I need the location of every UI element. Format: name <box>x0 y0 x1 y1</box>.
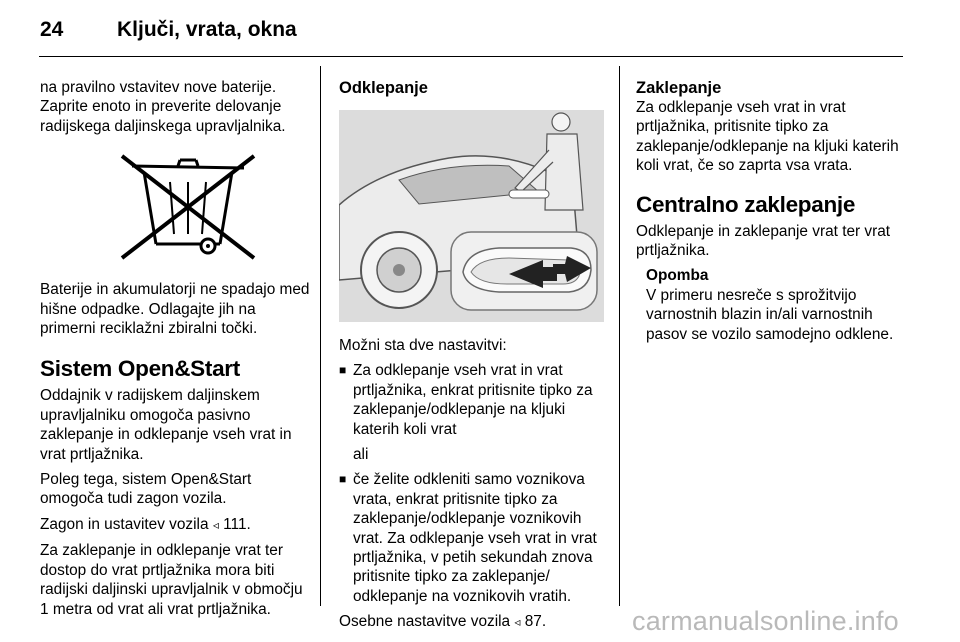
battery-disposal-text: Baterije in akumulatorji ne spadajo med hišne odpadke. Odlagajte jih na primerni reciklažni zbiralni točki. <box>40 281 310 338</box>
unlock-options-list <box>339 361 609 439</box>
vehicle-settings-ref <box>339 612 609 632</box>
central-locking-p: Odklepanje in zaklepanje vrat ter vrat prtljažnika. <box>636 222 891 260</box>
column-2 <box>339 78 609 639</box>
column-divider-2 <box>619 66 620 606</box>
lock-paragraph: Za odklepanje vseh vrat in vrat prtljažnika, pritisnite tipko za zaklepanje/odklepanje na kljuki katerih koli vrat, če so zaprta vsa vrata. <box>636 99 899 175</box>
open-start-p3 <box>40 515 310 535</box>
heading-zaklepanje: Zaklepanje <box>636 79 722 97</box>
column-3 <box>636 78 911 344</box>
bullet-icon: ■ <box>339 472 347 487</box>
start-stop-text: Zagon in ustavitev vozila <box>40 515 209 533</box>
unlock-intro: Možni sta dve nastavitvi: <box>339 337 507 354</box>
header-rule <box>39 56 903 57</box>
section-title-central-locking: Centralno zaklepanje <box>636 191 856 217</box>
chapter-title: Ključi, vrata, okna <box>117 18 297 41</box>
vehicle-settings-page[interactable]: 87. <box>524 613 547 631</box>
open-start-p4: Za zaklepanje in odklepanje vrat ter dostop do vrat prtljažnika mora biti radijski daljinski upravljalnik v območju 1 metra od vrat ali vrat prtljažnika. <box>40 542 303 618</box>
column-1 <box>40 78 310 625</box>
column-divider-1 <box>320 66 321 606</box>
car-door-handle-illustration <box>339 110 604 322</box>
or-text: ali <box>353 446 369 464</box>
list-item <box>339 361 609 439</box>
list-item-text: če želite odkleniti samo voznikova vrata, enkrat pritisnite tipko za zaklepanje/odklepanje voznikovih vrat. Za odklepanje vseh vrat in vrat prtljažnika, v petih sekundah znova pritisnite tipko za zaklepanje/ odklepanje na voznikovih vratih. <box>353 471 597 605</box>
intro-paragraph: na pravilno vstavitev nove baterije. Zaprite enoto in preverite delovanje radijskega daljinskega upravljalnika. <box>40 79 286 135</box>
vehicle-settings-text: Osebne nastavitve vozila <box>339 613 511 631</box>
page-ref-icon: ◃ <box>212 517 219 532</box>
heading-odklepanje: Odklepanje <box>339 79 428 97</box>
list-item <box>339 470 609 606</box>
note-title: Opomba <box>646 267 709 285</box>
list-item-text: Za odklepanje vseh vrat in vrat prtljažnika, enkrat pritisnite tipko za zaklepanje/odklepanje na kljuki katerih koli vrat <box>353 362 593 438</box>
bullet-icon: ■ <box>339 363 347 378</box>
open-start-p2: Poleg tega, sistem Open&Start omogoča tudi zagon vozila. <box>40 471 252 508</box>
note-box <box>636 266 911 344</box>
page-ref-icon: ◃ <box>514 615 521 630</box>
unlock-options-list-2 <box>339 470 609 606</box>
watermark: carmanualsonline.info <box>632 606 899 636</box>
page-number: 24 <box>40 18 64 41</box>
crossed-bin-icon <box>118 152 258 262</box>
start-stop-ref[interactable]: 111. <box>223 515 251 533</box>
open-start-p1: Oddajnik v radijskem daljinskem upravljalniku omogoča pasivno zaklepanje in odklepanje vseh vrat in vrat prtljažnika. <box>40 387 292 463</box>
section-title-open-start: Sistem Open&Start <box>40 356 240 382</box>
note-text: V primeru nesreče s sprožitvijo varnostnih blazin in/ali varnostnih pasov se vozilo samodejno odklene. <box>646 286 894 343</box>
